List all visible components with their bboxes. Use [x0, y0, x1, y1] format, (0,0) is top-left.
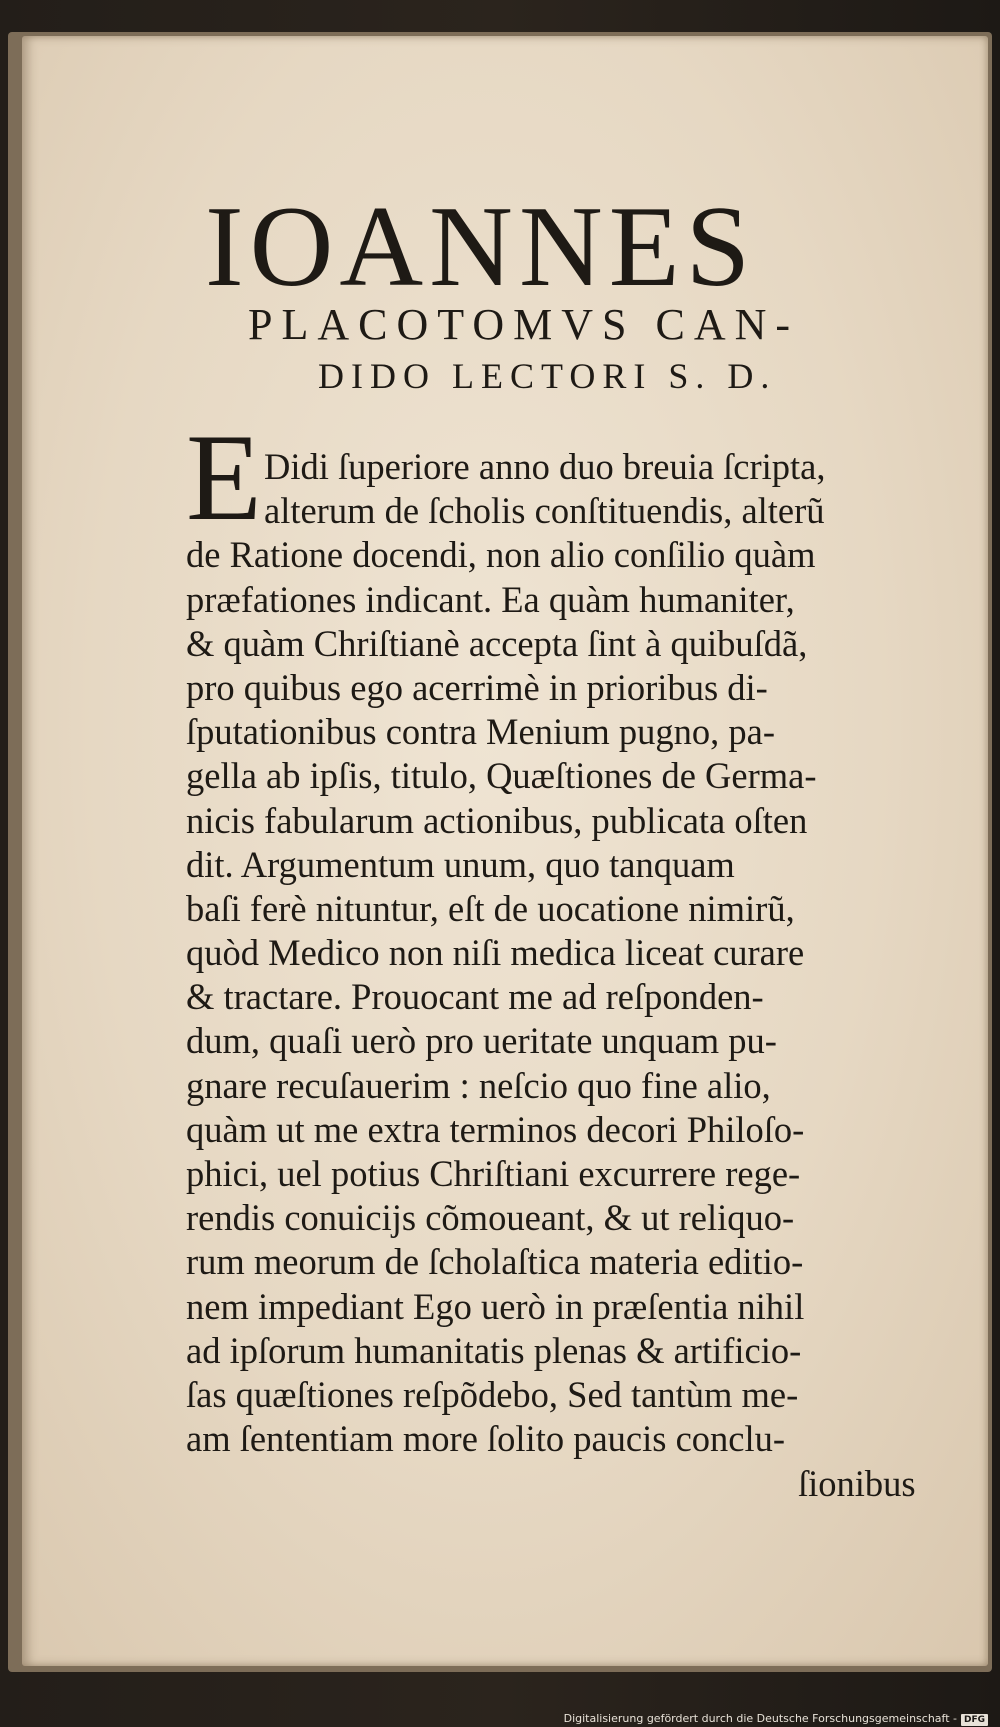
- text-line: rum meorum de ſcholaſtica materia editio-: [186, 1241, 804, 1283]
- footer-credit: [564, 1712, 988, 1726]
- text-line: præfationes indicant. Ea quàm humaniter,: [186, 578, 795, 620]
- text-line: dit. Argumentum unum, quo tanquam: [186, 843, 735, 885]
- footer-text: Digitalisierung gefördert durch die Deutsche Forschungsgemeinschaft -: [563, 1712, 957, 1725]
- text-line: nicis fabularum actionibus, publicata oſten: [186, 799, 808, 841]
- subtitle-line-1: PLACOTOMVS CAN-: [248, 300, 800, 349]
- text-line: baſi ferè nituntur, eſt de uocatione nimirũ,: [186, 887, 795, 929]
- text-line: ſas quæſtiones reſpõdebo, Sed tantùm me-: [186, 1373, 799, 1415]
- text-line: & tractare. Prouocant me ad reſponden-: [186, 976, 764, 1018]
- text-line: quàm ut me extra terminos decori Philoſo-: [186, 1108, 805, 1150]
- text-line: dum, quaſi uerò pro ueritate unquam pu-: [186, 1020, 777, 1062]
- text-line: de Ratione docendi, non alio conſilio quàm: [186, 534, 816, 576]
- text-line: pro quibus ego acerrimè in prioribus di-: [186, 666, 768, 708]
- text-line: Didi ſuperiore anno duo breuia ſcripta,: [264, 446, 826, 487]
- text-line: gnare recuſauerim : neſcio quo fine alio,: [186, 1064, 771, 1106]
- text-line: ſputationibus contra Menium pugno, pa-: [186, 711, 775, 753]
- text-line: phici, uel potius Chriſtiani excurrere rege-: [186, 1153, 801, 1194]
- subtitle-line-2: DIDO LECTORI S. D.: [318, 356, 777, 396]
- text-line: ad ipſorum humanitatis plenas & artificio-: [186, 1329, 802, 1371]
- text-line: nem impediant Ego uerò in præſentia nihil: [186, 1285, 805, 1327]
- text-line: quòd Medico non niſi medica liceat curare: [186, 932, 805, 974]
- text-line: & quàm Chriſtianè accepta ſint à quibuſdã,: [186, 622, 808, 664]
- page-title: IOANNES: [205, 183, 757, 311]
- drop-cap: E: [186, 409, 262, 546]
- text-line: gella ab ipſis, titulo, Quæſtiones de Germa-: [186, 755, 817, 797]
- dfg-logo: DFG: [961, 1714, 988, 1726]
- catchword: ſionibus: [798, 1463, 916, 1504]
- text-line: am ſententiam more ſolito paucis conclu-: [186, 1418, 786, 1460]
- body-text: [186, 445, 956, 1461]
- text-line: rendis conuicijs cõmoueant, & ut reliquo-: [186, 1197, 795, 1239]
- text-line: alterum de ſcholis conſtituendis, alterũ: [264, 490, 825, 532]
